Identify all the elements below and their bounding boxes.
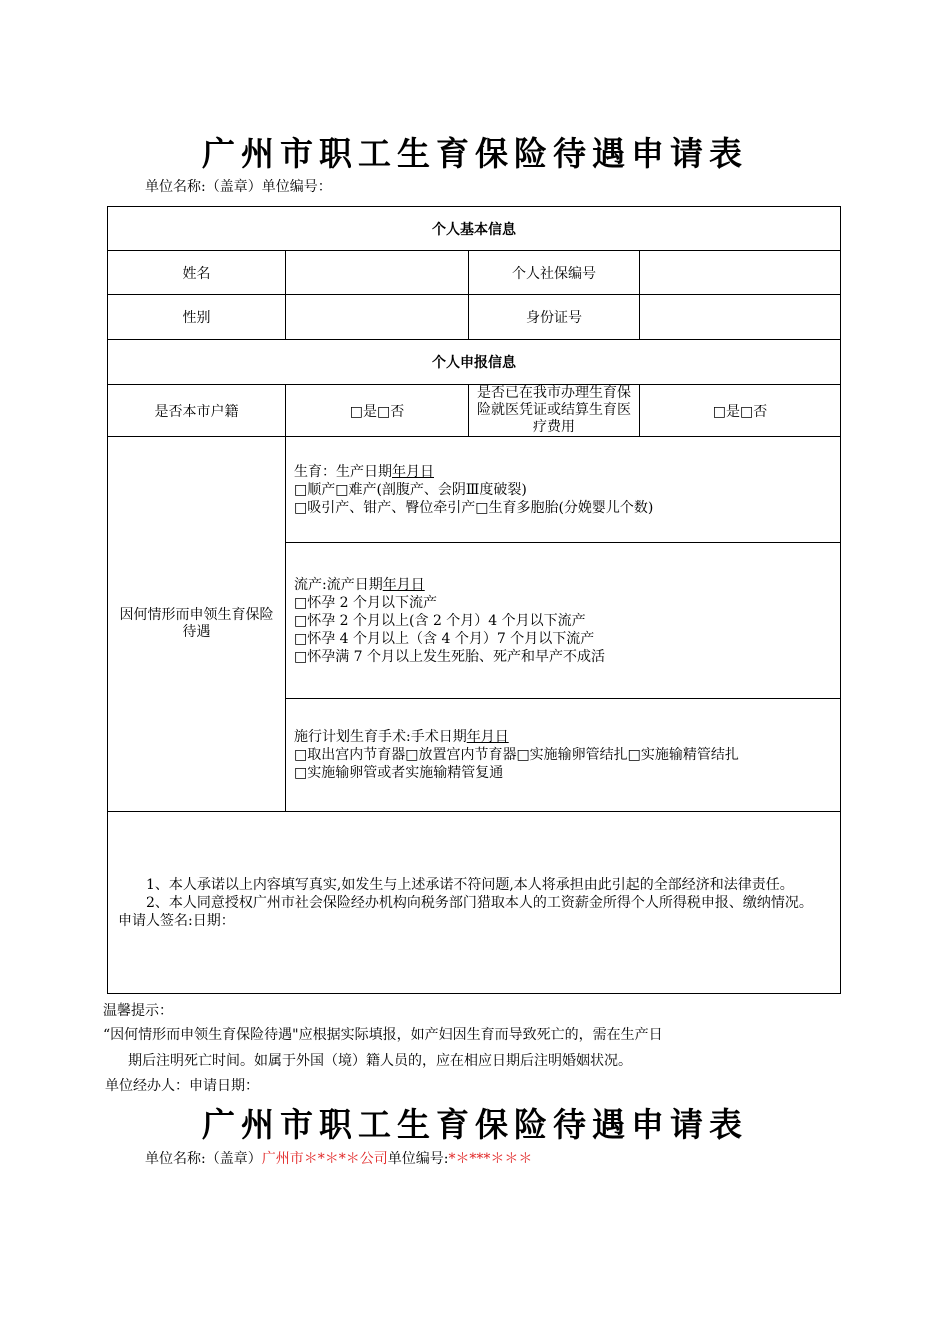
name-label: 姓名: [108, 251, 286, 295]
surgery-section: [286, 699, 841, 812]
birth-heading: 生育：生产日期: [294, 463, 392, 480]
miscarriage-option-4[interactable]: □怀孕满 7 个月以上发生死胎、死产和早产不成活: [294, 648, 606, 665]
birth-date[interactable]: 年月日: [392, 463, 434, 480]
second-unit-no-label: 单位编号:: [387, 1151, 449, 1167]
miscarriage-option-3[interactable]: □怀孕 4 个月以上（含 4 个月）7 个月以下流产: [294, 630, 595, 647]
tips-label: 温馨提示：: [103, 1003, 173, 1019]
local-hukou-label: 是否本市户籍: [108, 385, 286, 437]
declaration-2: 2、本人同意授权广州市社会保险经办机构向税务部门猎取本人的工资薪金所得个人所得税申报、缴纳情况。: [146, 894, 813, 911]
birth-section: [286, 437, 841, 543]
declaration-1: 1、本人承诺以上内容填写真实,如发生与上述承诺不符问题,本人将承担由此引起的全部经济和法律责任。: [146, 876, 794, 893]
applicant-signature[interactable]: 申请人签名:日期：: [118, 912, 235, 929]
miscarriage-section: [286, 543, 841, 699]
unit-line: 单位名称:（盖章）单位编号：: [145, 179, 332, 195]
section-report-info: 个人申报信息: [108, 340, 841, 385]
birth-option-1[interactable]: □顺产□难产(剖腹产、会阴Ⅲ度破裂): [294, 481, 527, 498]
miscarriage-date[interactable]: 年月日: [382, 576, 425, 593]
ss-number-field[interactable]: [640, 251, 841, 295]
local-hukou-options[interactable]: □是□否: [286, 385, 469, 437]
voucher-label: 是否已在我市办理生育保险就医凭证或结算生育医疗费用: [469, 385, 640, 437]
application-form: [107, 206, 841, 994]
surgery-heading: 施行计划生育手术:手术日期: [294, 729, 467, 745]
surgery-option-2[interactable]: □实施输卵管或者实施输精管复通: [294, 765, 504, 781]
section-basic-info: 个人基本信息: [108, 207, 841, 251]
tips-line-1: “因何情形而申领生育保险待遇"应根据实际填报，如产妇因生育而导致死亡的，需在生产日: [103, 1027, 663, 1043]
id-number-field[interactable]: [640, 295, 841, 340]
second-unit-prefix: 单位名称:（盖章）: [145, 1151, 262, 1167]
second-unit-line: [145, 1148, 532, 1168]
second-unit-name: 广州市＊*＊*＊公司: [261, 1151, 388, 1167]
gender-label: 性别: [108, 295, 286, 340]
ss-number-label: 个人社保编号: [469, 251, 640, 295]
second-page-title: 广州市职工生育保险待遇申请表: [202, 1105, 748, 1144]
id-number-label: 身份证号: [469, 295, 640, 340]
declaration-section: [108, 812, 841, 994]
miscarriage-heading: 流产:流产日期: [294, 576, 383, 593]
name-field[interactable]: [286, 251, 469, 295]
birth-option-2[interactable]: □吸引产、钳产、臀位牵引产□生育多胞胎(分娩婴儿个数): [294, 499, 654, 516]
surgery-date[interactable]: 年月日: [466, 729, 509, 745]
reason-label: 因何情形而申领生育保险待遇: [108, 437, 286, 812]
miscarriage-option-2[interactable]: □怀孕 2 个月以上(含 2 个月）4 个月以下流产: [294, 612, 586, 629]
voucher-options[interactable]: □是□否: [640, 385, 841, 437]
miscarriage-option-1[interactable]: □怀孕 2 个月以下流产: [294, 594, 438, 611]
handler-line: 单位经办人：申请日期：: [105, 1078, 259, 1094]
second-unit-no: *＊***＊＊＊: [448, 1151, 533, 1167]
page-title: 广州市职工生育保险待遇申请表: [202, 134, 748, 173]
tips-line-2: 期后注明死亡时间。如属于外国（境）籍人员的，应在相应日期后注明婚姻状况。: [128, 1053, 632, 1069]
gender-field[interactable]: [286, 295, 469, 340]
surgery-option-1[interactable]: □取出宫内节育器□放置宫内节育器□实施输卵管结扎□实施输精管结扎: [294, 747, 739, 763]
